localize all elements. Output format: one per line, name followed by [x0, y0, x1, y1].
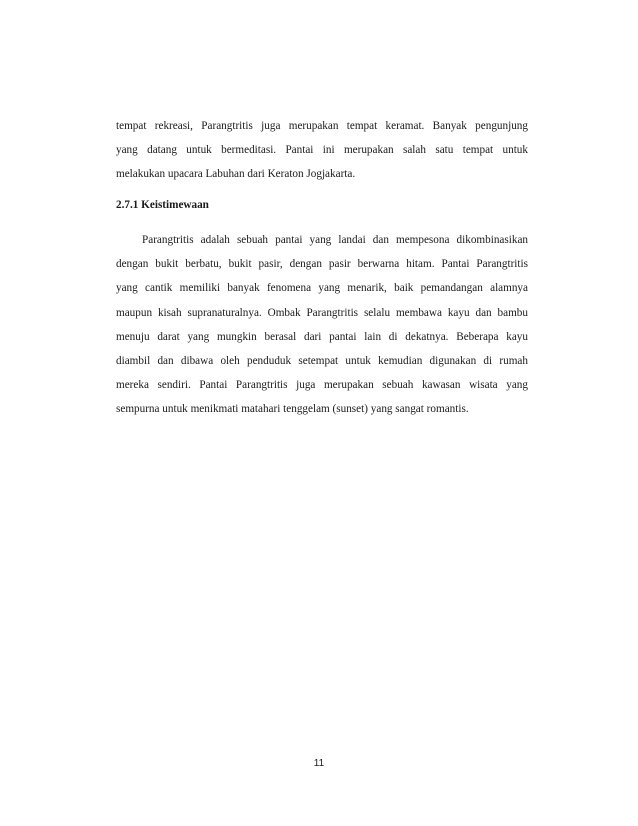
paragraph-line: yang cantik memiliki banyak fenomena yang menarik, baik pemandangan alamnya	[116, 282, 528, 295]
paragraph-line: maupun kisah supranaturalnya. Ombak Parangtritis selalu membawa kayu dan bambu	[116, 306, 528, 319]
intro-paragraph	[116, 114, 528, 187]
paragraph-line: Parangtritis adalah sebuah pantai yang landai dan mempesona dikombinasikan	[142, 234, 528, 246]
paragraph-line: diambil dan dibawa oleh penduduk setempat untuk kemudian digunakan di rumah	[116, 354, 528, 367]
paragraph-line: melakukan upacara Labuhan dari Keraton Jogjakarta.	[116, 168, 356, 181]
section-heading: 2.7.1 Keistimewaan	[116, 199, 209, 211]
page-number: 11	[313, 758, 325, 769]
paragraph-line: menuju darat yang mungkin berasal dari pantai lain di dekatnya. Beberapa kayu	[116, 330, 528, 343]
paragraph-line: tempat rekreasi, Parangtritis juga merupakan tempat keramat. Banyak pengunjung	[116, 120, 528, 132]
paragraph-line: sempurna untuk menikmati matahari tenggelam (sunset) yang sangat romantis.	[116, 403, 469, 416]
body-paragraph	[116, 228, 528, 422]
paragraph-line: mereka sendiri. Pantai Parangtritis juga merupakan sebuah kawasan wisata yang	[116, 379, 528, 392]
paragraph-line: dengan bukit berbatu, bukit pasir, dengan pasir berwarna hitam. Pantai Parangtritis	[116, 258, 528, 271]
paragraph-line: yang datang untuk bermeditasi. Pantai ini merupakan salah satu tempat untuk	[116, 144, 528, 157]
